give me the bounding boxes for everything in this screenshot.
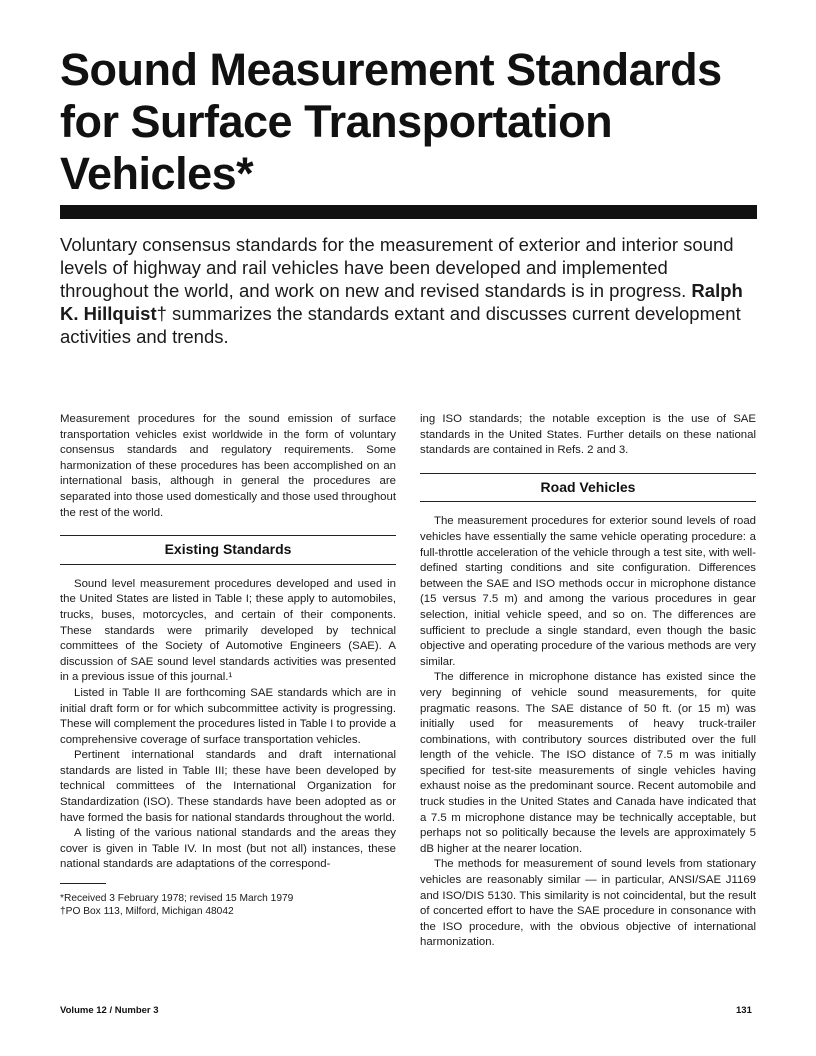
section-heading-existing-standards: [60, 535, 396, 565]
continued-paragraph: ing ISO standards; the notable exception is the use of SAE standards in the United States. Further details on these national standards are contained in Refs. 2 and 3.: [420, 413, 756, 457]
section-rule-top: [420, 473, 756, 474]
article-title: [60, 44, 760, 200]
paragraph: Pertinent international standards and draft international standards are listed in Table III; these have been developed by technical committees of the International Organization for Standardization (ISO). These standards have been adopted as or have formed the basis for national standards throughout the world.: [60, 749, 396, 824]
author-name: Ralph K. Hillquist: [60, 280, 743, 324]
section-rule-top: [60, 535, 396, 536]
footnote-address: †PO Box 113, Milford, Michigan 48042: [60, 906, 234, 918]
paragraph: Listed in Table II are forthcoming SAE standards which are in initial draft form or for which subcommittee activity is progressing. These will complement the procedures listed in Table I to provide a comprehensive coverage of surface transportation vehicles.: [60, 686, 396, 746]
title-line-2: for Surface Transportation: [60, 96, 613, 147]
author-footnote-mark: †: [156, 303, 167, 324]
section-title: Road Vehicles: [540, 478, 636, 495]
section-heading-road-vehicles: [420, 473, 756, 503]
left-column: [60, 412, 396, 918]
footnote-received: *Received 3 February 1978; revised 15 March 1979: [60, 893, 294, 905]
title-line-3: Vehicles*: [60, 148, 254, 199]
paragraph: The methods for measurement of sound levels from stationary vehicles are reasonably similar — in particular, ANSI/SAE J1169 and ISO/DIS 5130. This similarity is not coincidental, but the result of concerted effort to have the SAE procedure in consonance with the ISO procedure, with the obvious objective of international harmonization.: [420, 858, 756, 949]
paragraph: The difference in microphone distance has existed since the very beginning of vehicle sound measurements, for quite pragmatic reasons. The SAE distance of 50 ft. (or 15 m) was initially used for measurements of heavy truck-trailer combinations, with contributory sources distributed over the full length of the vehicle. The ISO distance of 7.5 m was initially specified for test-site measurements of single vehicles having exhaust noise as the predominant source. Recent automobile and truck studies in the United States and Canada have indicated that a 7.5 m microphone distance may be technically acceptable, but perhaps not so politically because the levels are approximately 5 dB higher at the nearer location.: [420, 671, 756, 855]
right-column: [420, 412, 756, 951]
title-rule: [60, 205, 757, 219]
section-rule-bottom: [420, 501, 756, 502]
title-line-1: Sound Measurement Standards: [60, 44, 722, 95]
intro-paragraph: Measurement procedures for the sound emission of surface transportation vehicles exist worldwide in the form of voluntary consensus standards and regulatory requirements. Some harmonization of these procedures has been accomplished on an international basis, although in general the procedures are separated into those used domestically and those used throughout the rest of the world.: [60, 413, 396, 519]
footnote-rule: [60, 883, 106, 884]
paragraph: The measurement procedures for exterior sound levels of road vehicles have essentially the same vehicle operating procedure: a full-throttle acceleration of the vehicle through a test site, with well-defined starting conditions and site configuration. Differences between the SAE and ISO methods occur in microphone distance (15 versus 7.5 m) and among the various procedures in gear selection, initial vehicle speed, and so on. The differences are sufficient to preclude a single standard, even though the basic objective and operating procedure of the various methods are very similar.: [420, 515, 756, 668]
abstract-text-2: summarizes the standards extant and discusses current development activities and trends.: [60, 303, 741, 347]
section-rule-bottom: [60, 564, 396, 565]
paragraph: A listing of the various national standards and the areas they cover is given in Table IV. In most (but not all) instances, these national standards are adaptations of the correspond-: [60, 827, 396, 871]
section-title: Existing Standards: [164, 541, 292, 558]
abstract: [60, 233, 760, 348]
footer-volume: Volume 12 / Number 3: [60, 1005, 159, 1016]
paragraph: Sound level measurement procedures developed and used in the United States are listed in Table I; these apply to automobiles, trucks, buses, motorcycles, and certain of their components. These standards were primarily developed by technical committees of the Society of Automotive Engineers (SAE). A discussion of SAE sound level standards activities was presented in a previous issue of this journal.¹: [60, 577, 396, 684]
abstract-text-1: Voluntary consensus standards for the measurement of exterior and interior sound levels of highway and rail vehicles have been developed and implemented throughout the world, and work on new and revised standards is in progress.: [60, 234, 734, 301]
page-number: 131: [736, 1005, 752, 1016]
